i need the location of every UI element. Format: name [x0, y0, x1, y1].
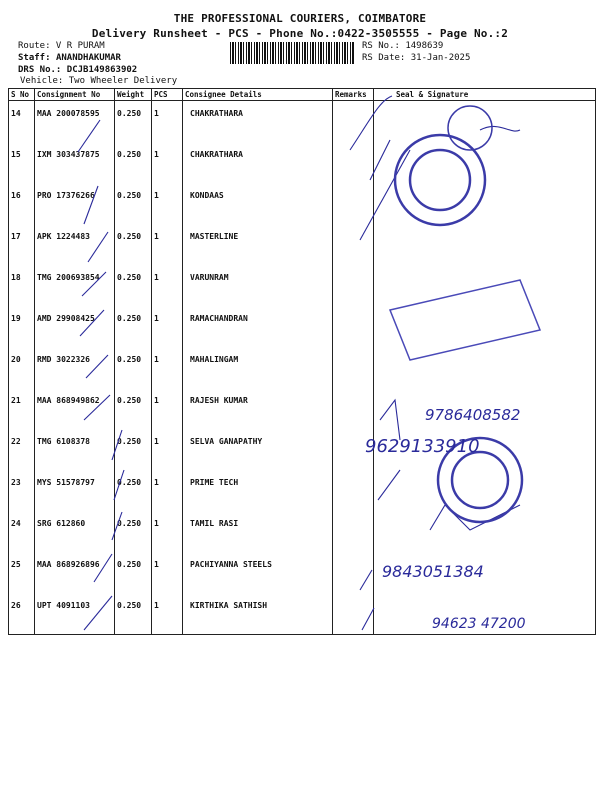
cell-consignment [35, 306, 115, 347]
cell-consignment [35, 429, 115, 470]
cell-sno-text: 24 [11, 519, 21, 528]
table-row [9, 265, 596, 306]
table-row [9, 224, 596, 265]
cell-consignee-text: RAJESH KUMAR [190, 396, 248, 405]
table-row [9, 142, 596, 183]
cell-weight [115, 142, 152, 183]
handwritten-phone-25: 9843051384 [382, 562, 484, 581]
cell-consignee-text: PACHIYANNA STEELS [190, 560, 272, 569]
table-header-row [9, 89, 596, 101]
handwritten-phone-21: 9786408582 [425, 406, 521, 424]
vehicle-text: Vehicle: Two Wheeler Delivery [20, 76, 178, 86]
staff-label: Staff: [18, 53, 51, 63]
cell-weight [115, 347, 152, 388]
table-row [9, 511, 596, 552]
cell-pcs-text: 1 [154, 478, 159, 487]
cell-weight [115, 388, 152, 429]
cell-sno [9, 265, 35, 306]
cell-consignee [183, 265, 333, 306]
cell-consignee [183, 429, 333, 470]
cell-sno [9, 224, 35, 265]
table-row [9, 470, 596, 511]
cell-weight-text: 0.250 [117, 560, 142, 569]
cell-seal-signature [374, 347, 596, 388]
cell-weight [115, 429, 152, 470]
cell-weight-text: 0.250 [117, 601, 142, 610]
cell-sno-text: 15 [11, 150, 21, 159]
cell-sno-text: 25 [11, 560, 21, 569]
barcode [230, 42, 354, 64]
table-row [9, 101, 596, 143]
cell-consignment [35, 101, 115, 143]
cell-consignment-text: MAA 868926896 [37, 560, 100, 569]
cell-sno-text: 21 [11, 396, 21, 405]
cell-consignee [183, 306, 333, 347]
cell-seal-signature [374, 101, 596, 143]
cell-sno-text: 22 [11, 437, 21, 446]
cell-pcs-text: 1 [154, 355, 159, 364]
cell-sno-text: 23 [11, 478, 21, 487]
col-weight: Weight [115, 89, 152, 101]
cell-pcs [152, 388, 183, 429]
cell-consignee-text: KONDAAS [190, 191, 224, 200]
cell-consignee-text: TAMIL RASI [190, 519, 239, 528]
drs-value: DCJB149863902 [66, 65, 138, 75]
cell-pcs-text: 1 [154, 109, 159, 118]
cell-consignment [35, 470, 115, 511]
cell-weight-text: 0.250 [117, 273, 142, 282]
cell-consignment [35, 183, 115, 224]
cell-seal-signature [374, 511, 596, 552]
cell-pcs-text: 1 [154, 273, 159, 282]
table-row [9, 429, 596, 470]
cell-sno [9, 347, 35, 388]
runsheet-table [8, 88, 596, 635]
staff-line [18, 53, 121, 63]
rs-number: RS No.: 1498639 [362, 41, 444, 51]
cell-seal-signature [374, 470, 596, 511]
cell-remarks [333, 224, 374, 265]
cell-remarks [333, 183, 374, 224]
cell-consignee-text: MAHALINGAM [190, 355, 239, 364]
cell-pcs [152, 306, 183, 347]
cell-consignment-text: APK 1224483 [37, 232, 90, 241]
cell-sno-text: 17 [11, 232, 21, 241]
cell-seal-signature [374, 306, 596, 347]
cell-pcs-text: 1 [154, 601, 159, 610]
cell-consignment [35, 265, 115, 306]
cell-consignee-text: MASTERLINE [190, 232, 239, 241]
staff-value: ANANDHAKUMAR [55, 53, 121, 63]
cell-consignee-text: PRIME TECH [190, 478, 239, 487]
cell-consignee [183, 552, 333, 593]
cell-consignment-text: UPT 4091103 [37, 601, 90, 610]
col-remarks: Remarks [333, 89, 374, 101]
cell-consignment [35, 552, 115, 593]
drs-label: DRS No.: [18, 65, 62, 75]
col-consignee: Consignee Details [183, 89, 333, 101]
cell-sno-text: 18 [11, 273, 21, 282]
cell-remarks [333, 511, 374, 552]
cell-consignment [35, 388, 115, 429]
cell-pcs [152, 593, 183, 635]
cell-sno [9, 142, 35, 183]
cell-pcs [152, 552, 183, 593]
table-row [9, 593, 596, 635]
table-row [9, 306, 596, 347]
cell-pcs [152, 511, 183, 552]
rs-date: RS Date: 31-Jan-2025 [362, 53, 471, 63]
cell-pcs [152, 347, 183, 388]
col-sno: S No [9, 89, 35, 101]
cell-consignment-text: MAA 200078595 [37, 109, 100, 118]
cell-seal-signature [374, 388, 596, 429]
cell-consignee [183, 347, 333, 388]
cell-consignment [35, 593, 115, 635]
cell-consignee [183, 142, 333, 183]
route-text: Route: V R PURAM [18, 41, 105, 51]
cell-pcs-text: 1 [154, 560, 159, 569]
cell-pcs [152, 183, 183, 224]
cell-weight-text: 0.250 [117, 355, 142, 364]
cell-remarks [333, 470, 374, 511]
cell-weight-text: 0.250 [117, 109, 142, 118]
cell-weight-text: 0.250 [117, 437, 142, 446]
document-subtitle: Delivery Runsheet - PCS - Phone No.:0422-3505555 - Page No.:2 [91, 27, 509, 40]
cell-seal-signature [374, 429, 596, 470]
cell-seal-signature [374, 552, 596, 593]
table-row [9, 347, 596, 388]
cell-consignment-text: TMG 6108378 [37, 437, 90, 446]
handwritten-phone-26: 94623 47200 [432, 616, 526, 632]
cell-remarks [333, 347, 374, 388]
cell-consignee [183, 511, 333, 552]
cell-sno [9, 511, 35, 552]
cell-sno-text: 19 [11, 314, 21, 323]
cell-consignment-text: MYS 51578797 [37, 478, 95, 487]
cell-pcs-text: 1 [154, 314, 159, 323]
cell-pcs-text: 1 [154, 191, 159, 200]
cell-pcs [152, 142, 183, 183]
col-pcs: PCS [152, 89, 183, 101]
cell-seal-signature [374, 224, 596, 265]
cell-weight [115, 511, 152, 552]
cell-consignee-text: KIRTHIKA SATHISH [190, 601, 268, 610]
cell-pcs [152, 101, 183, 143]
cell-consignment-text: IXM 303437875 [37, 150, 100, 159]
cell-sno [9, 470, 35, 511]
cell-pcs-text: 1 [154, 396, 159, 405]
cell-weight [115, 265, 152, 306]
cell-consignment-text: PRO 17376266 [37, 191, 95, 200]
cell-remarks [333, 593, 374, 635]
cell-consignee [183, 101, 333, 143]
cell-consignment [35, 347, 115, 388]
cell-consignment [35, 224, 115, 265]
drs-line [18, 65, 137, 75]
cell-pcs [152, 265, 183, 306]
table-row [9, 183, 596, 224]
cell-consignment-text: MAA 868949862 [37, 396, 100, 405]
cell-sno-text: 20 [11, 355, 21, 364]
cell-consignment [35, 142, 115, 183]
cell-weight [115, 552, 152, 593]
cell-sno [9, 183, 35, 224]
cell-seal-signature [374, 142, 596, 183]
col-consignment: Consignment No [35, 89, 115, 101]
cell-weight-text: 0.250 [117, 478, 142, 487]
cell-consignee [183, 183, 333, 224]
cell-weight-text: 0.250 [117, 519, 142, 528]
cell-sno-text: 26 [11, 601, 21, 610]
cell-weight-text: 0.250 [117, 150, 142, 159]
cell-pcs [152, 429, 183, 470]
cell-weight [115, 470, 152, 511]
cell-remarks [333, 306, 374, 347]
cell-weight-text: 0.250 [117, 232, 142, 241]
table-row [9, 388, 596, 429]
cell-weight [115, 183, 152, 224]
cell-seal-signature [374, 265, 596, 306]
cell-consignment-text: SRG 612860 [37, 519, 86, 528]
cell-consignee-text: CHAKRATHARA [190, 150, 243, 159]
cell-remarks [333, 429, 374, 470]
cell-remarks [333, 388, 374, 429]
cell-consignee [183, 593, 333, 635]
cell-weight [115, 101, 152, 143]
cell-sno [9, 593, 35, 635]
handwritten-phone-22: 9629133910 [365, 436, 480, 457]
cell-consignment-text: TMG 200693854 [37, 273, 100, 282]
cell-weight-text: 0.250 [117, 314, 142, 323]
cell-remarks [333, 552, 374, 593]
cell-pcs-text: 1 [154, 232, 159, 241]
cell-sno [9, 306, 35, 347]
cell-consignee-text: CHAKRATHARA [190, 109, 243, 118]
cell-pcs-text: 1 [154, 519, 159, 528]
cell-sno [9, 429, 35, 470]
cell-sno [9, 552, 35, 593]
cell-remarks [333, 142, 374, 183]
col-seal-signature: Seal & Signature [374, 89, 596, 101]
cell-sno [9, 101, 35, 143]
cell-seal-signature [374, 593, 596, 635]
cell-weight [115, 306, 152, 347]
document-title: THE PROFESSIONAL COURIERS, COIMBATORE [173, 12, 427, 25]
cell-remarks [333, 265, 374, 306]
cell-consignment-text: RMD 3022326 [37, 355, 90, 364]
cell-consignee-text: VARUNRAM [190, 273, 229, 282]
table-row [9, 552, 596, 593]
cell-weight [115, 224, 152, 265]
cell-weight [115, 593, 152, 635]
cell-pcs-text: 1 [154, 150, 159, 159]
cell-pcs [152, 224, 183, 265]
cell-consignee-text: RAMACHANDRAN [190, 314, 248, 323]
cell-sno [9, 388, 35, 429]
cell-consignment-text: AMD 29908425 [37, 314, 95, 323]
cell-consignee [183, 470, 333, 511]
cell-consignment [35, 511, 115, 552]
cell-weight-text: 0.250 [117, 191, 142, 200]
cell-pcs-text: 1 [154, 437, 159, 446]
cell-pcs [152, 470, 183, 511]
cell-seal-signature [374, 183, 596, 224]
cell-consignee [183, 388, 333, 429]
cell-consignee-text: SELVA GANAPATHY [190, 437, 263, 446]
cell-sno-text: 16 [11, 191, 21, 200]
cell-consignee [183, 224, 333, 265]
cell-remarks [333, 101, 374, 143]
cell-weight-text: 0.250 [117, 396, 142, 405]
cell-sno-text: 14 [11, 109, 21, 118]
